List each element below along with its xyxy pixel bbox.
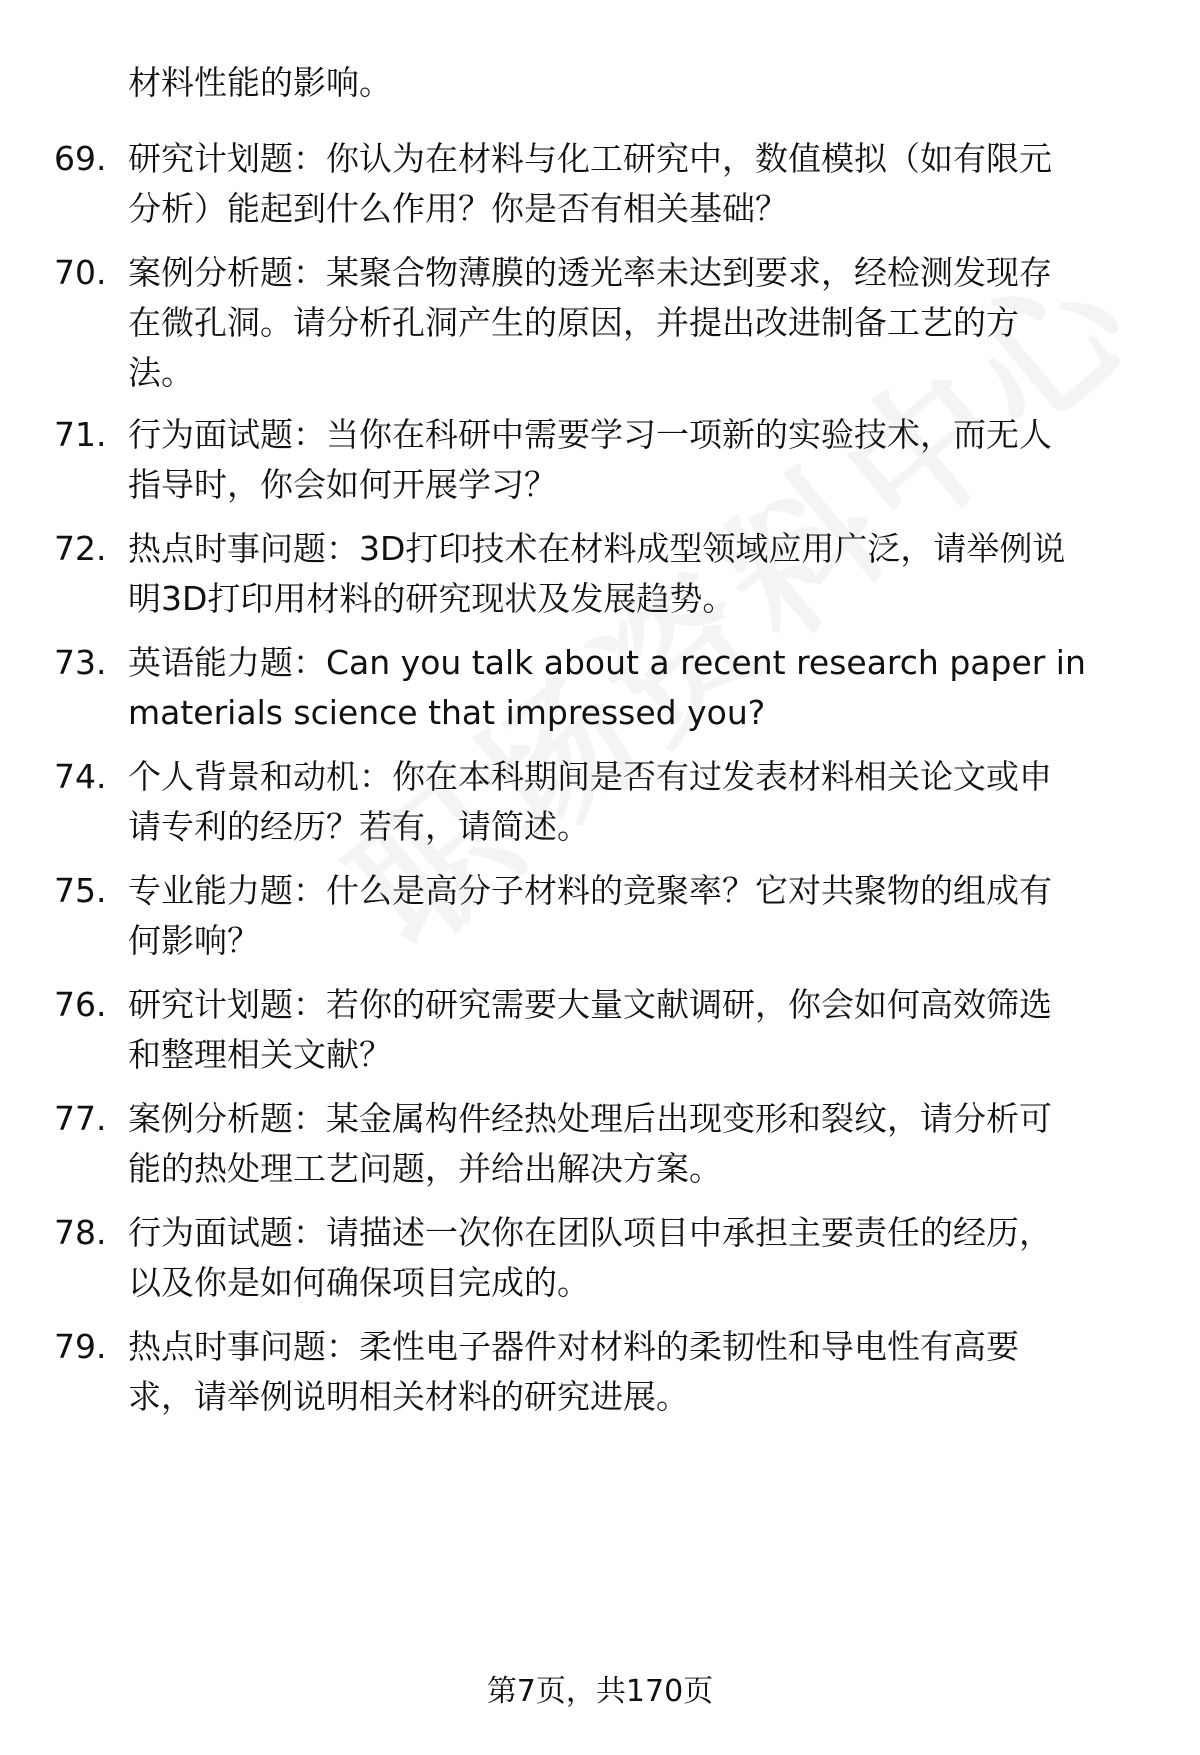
page-footer: 第7页，共170页 — [486, 1674, 714, 1709]
question-number: 69. — [54, 139, 107, 178]
question-number: 76. — [54, 985, 107, 1024]
question-text: 研究计划题：若你的研究需要大量文献调研，你会如何高效筛选 和整理相关文献？ — [128, 985, 1052, 1074]
question-number: 71. — [54, 415, 107, 454]
question-text: 研究计划题：你认为在材料与化工研究中，数值模拟（如有限元 分析）能起到什么作用？你是否有相关基础？ — [128, 139, 1052, 228]
question-number: 70. — [54, 253, 107, 292]
question-number: 75. — [54, 871, 107, 910]
question-text: 热点时事问题：3D打印技术在材料成型领域应用广泛，请举例说 明3D打印用材料的研究现状及发展趋势。 — [128, 529, 1066, 618]
question-number: 77. — [54, 1099, 107, 1138]
question-number: 72. — [54, 529, 107, 568]
question-text: 行为面试题：请描述一次你在团队项目中承担主要责任的经历， 以及你是如何确保项目完成的。 — [128, 1213, 1052, 1302]
question-text: 专业能力题：什么是高分子材料的竞聚率？它对共聚物的组成有 何影响？ — [128, 871, 1052, 960]
question-number: 74. — [54, 757, 107, 796]
question-number: 79. — [54, 1327, 107, 1366]
question-text: 案例分析题：某金属构件经热处理后出现变形和裂纹，请分析可 能的热处理工艺问题，并给出解决方案。 — [128, 1099, 1052, 1188]
question-text: 个人背景和动机：你在本科期间是否有过发表材料相关论文或申 请专利的经历？若有，请简述。 — [128, 757, 1052, 846]
question-text: 热点时事问题：柔性电子器件对材料的柔韧性和导电性有高要 求，请举例说明相关材料的研究进展。 — [128, 1327, 1019, 1416]
question-number: 78. — [54, 1213, 107, 1252]
question-text: 英语能力题：Can you talk about a recent research paper in materials science that impressed you? — [128, 643, 1086, 732]
continuation-line: 材料性能的影响。 — [128, 63, 392, 102]
question-text: 案例分析题：某聚合物薄膜的透光率未达到要求，经检测发现存 在微孔洞。请分析孔洞产生的原因，并提出改进制备工艺的方 法。 — [128, 253, 1052, 392]
question-text: 行为面试题：当你在科研中需要学习一项新的实验技术，而无人 指导时，你会如何开展学习？ — [128, 415, 1052, 504]
question-number: 73. — [54, 643, 107, 682]
